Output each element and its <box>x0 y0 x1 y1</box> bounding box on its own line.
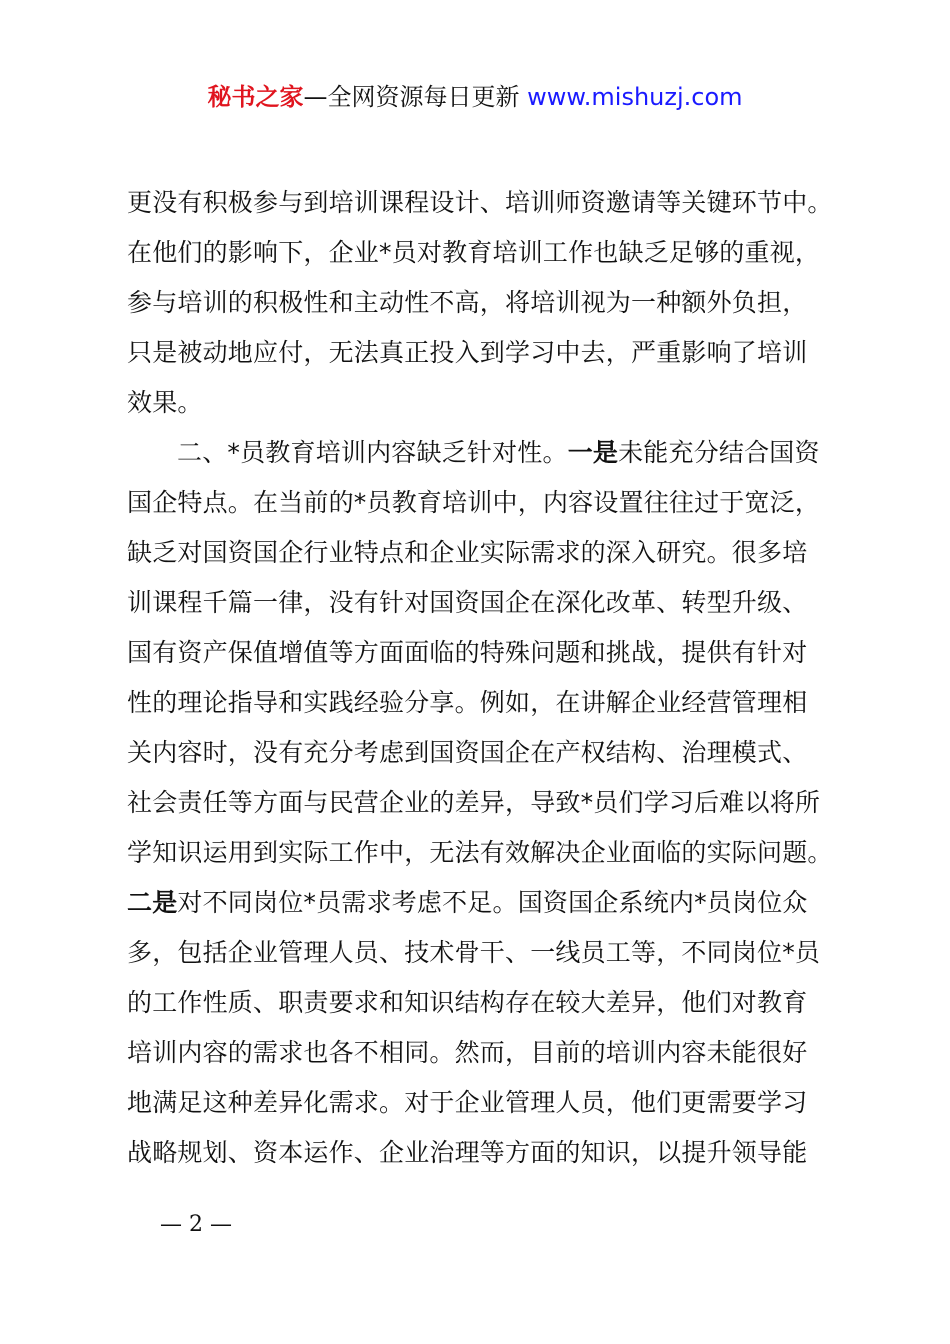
site-header <box>0 80 950 114</box>
text-line: 社会责任等方面与民营企业的差异，导致*员们学习后难以将所 <box>127 788 821 817</box>
section-heading: 二、*员教育培训内容缺乏针对性。 <box>177 438 568 467</box>
text-line: 国有资产保值增值等方面面临的特殊问题和挑战，提供有针对 <box>127 638 808 667</box>
text-line: 只是被动地应付，无法真正投入到学习中去，严重影响了培训 <box>127 338 808 367</box>
text-line: 关内容时，没有充分考虑到国资国企在产权结构、治理模式、 <box>127 738 808 767</box>
point-marker: 一是 <box>567 438 619 467</box>
text-line: 在他们的影响下，企业*员对教育培训工作也缺乏足够的重视， <box>127 238 821 267</box>
site-tagline: —全网资源每日更新 <box>303 83 528 111</box>
text-line: 效果。 <box>127 388 203 417</box>
point-marker: 二是 <box>127 888 178 917</box>
section-heading-line: 二、*员教育培训内容缺乏针对性。一是未能充分结合国资 <box>177 438 820 467</box>
text-line: 更没有积极参与到培训课程设计、培训师资邀请等关键环节中。 <box>127 188 833 217</box>
text-line: 培训内容的需求也各不相同。然而，目前的培训内容未能很好 <box>127 1038 808 1067</box>
text-line: 训课程千篇一律，没有针对国资国企在深化改革、转型升级、 <box>127 588 808 617</box>
text-line: 学知识运用到实际工作中，无法有效解决企业面临的实际问题。 <box>127 838 833 867</box>
text-line: 国企特点。在当前的*员教育培训中，内容设置往往过于宽泛， <box>127 488 821 517</box>
text-line: 二是对不同岗位*员需求考虑不足。国资国企系统内*员岗位众 <box>127 888 808 917</box>
text-line: 的工作性质、职责要求和知识结构存在较大差异，他们对教育 <box>127 988 808 1017</box>
page-number: — 2 — <box>160 1212 232 1237</box>
site-url-link[interactable]: www.mishuzj.com <box>527 83 743 111</box>
text-line: 性的理论指导和实践经验分享。例如，在讲解企业经营管理相 <box>127 688 808 717</box>
text-line: 地满足这种差异化需求。对于企业管理人员，他们更需要学习 <box>127 1088 808 1117</box>
site-brand: 秘书之家 <box>207 83 304 111</box>
document-body <box>127 178 833 1178</box>
text-line: 多，包括企业管理人员、技术骨干、一线员工等，不同岗位*员 <box>127 938 821 967</box>
text-line: 缺乏对国资国企行业特点和企业实际需求的深入研究。很多培 <box>127 538 808 567</box>
text-line: 参与培训的积极性和主动性不高，将培训视为一种额外负担， <box>127 288 808 317</box>
text-line: 战略规划、资本运作、企业治理等方面的知识，以提升领导能 <box>127 1138 808 1167</box>
